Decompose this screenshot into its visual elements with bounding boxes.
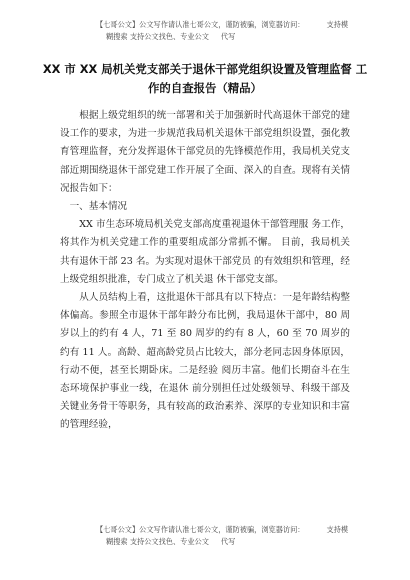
footer-banner [96,524,349,548]
header-banner [96,19,349,43]
section-paragraph: 从人员结构上看，这批退休干部具有以下特点：一是年龄结构整体偏高。参照全市退休干部年龄分布比例，我局退休干部中，80 周岁以上的约有 4 人，71 至 80 周岁的约有 8 人，60 至 70 周岁的约有 11 人。高龄、超高龄党员占比较大，部分老同志因身体原因，行动不便，甚至长期卧床。二是经验 阅历丰富。他们长期奋斗在生态环境保护事业一线，在退休 前分别担任过处级领导、科级干部及关键业务骨干等职务，具有较高的政治素养、深厚的专业知识和丰富的管理经验， [60,292,350,431]
section-heading: 一、基本情况 [69,201,128,213]
intro-paragraph: 根据上级党组织的统一部署和关于加强新时代高退休干部党的建设工作的要求，为进一步规范我局机关退休干部党组织设置，强化教育管理监督，充分发挥退休干部党员的先锋模范作用，我局机关党支部近期围绕退休干部党建工作开展了全面、深入的自查。现将有关情况报告如下： [60,110,350,194]
footer-banner-text-2: 糊搜索 支持公文找色、专业公文 [106,537,209,546]
header-banner-text-tail: 支持模 [326,20,349,29]
document-body [60,107,350,435]
document-title: XX 市 XX 局机关党支部关于退休干部党组织设置及管理监督 工作的自查报告（精品） [42,62,368,95]
footer-banner-text-tail: 支持模 [326,525,349,534]
section-paragraph: XX 市生态环境局机关党支部高度重视退休干部管理服 务工作，将其作为机关党建工作的重要组成部分常抓不懈。 目前，我局机关共有退休干部 23 名。为实现对退休干部党员 的有效组织和管理，经上级党组织批准，专门成立了机关退 休干部党支部。 [60,219,350,285]
footer-banner-text-2-tail: 代写 [220,537,236,546]
footer-banner-text: 【七哥公文】公文写作请认准七哥公文，谨防被骗，浏览器访问： [96,525,305,534]
header-banner-text: 【七哥公文】公文写作请认准七哥公文，谨防被骗，浏览器访问： [96,20,305,29]
header-banner-text-2-tail: 代写 [220,32,236,41]
header-banner-text-2: 糊搜索 支持公文找色、专业公文 [106,32,209,41]
